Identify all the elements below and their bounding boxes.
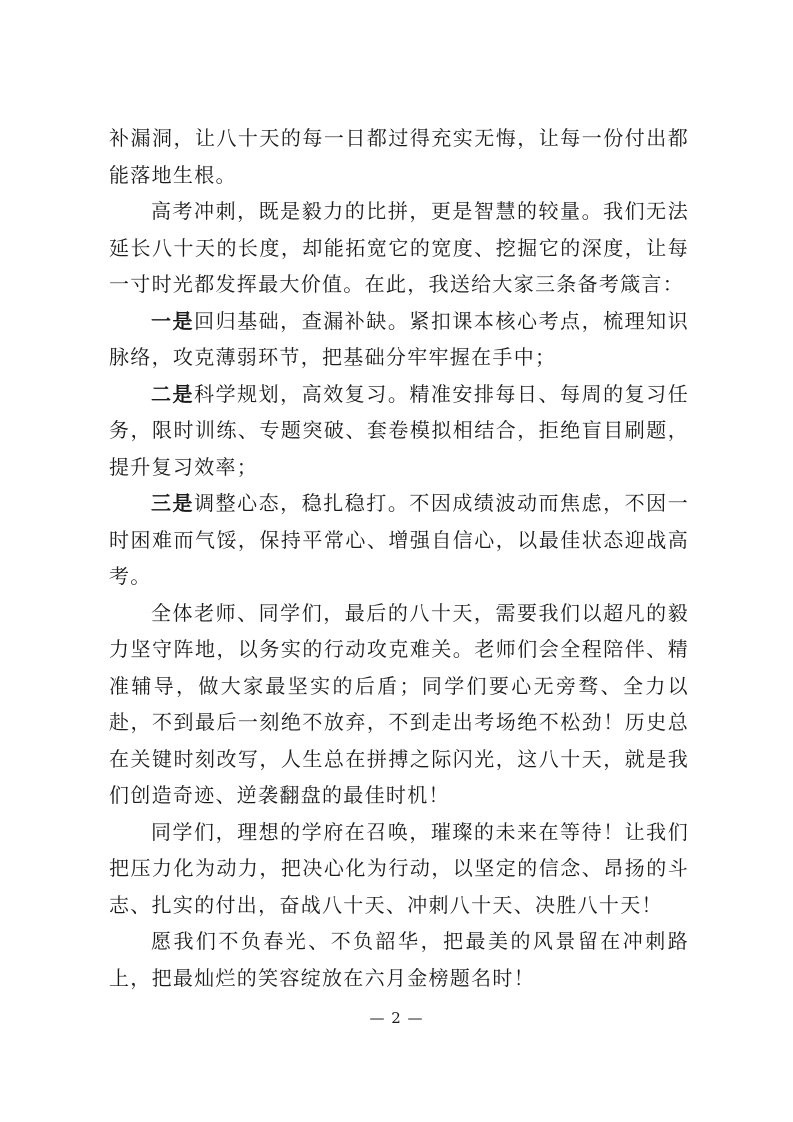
paragraph-text: 回归基础，查漏补缺。紧扣课本核心考点，梳理知识脉络，攻克薄弱环节，把基础分牢牢握在手中； [109,308,689,369]
paragraph-text: 科学规划，高效复习。精准安排每日、每周的复习任务，限时训练、专题突破、套卷模拟相结合，拒绝盲目刷题，提升复习效率； [109,381,689,479]
paragraph-lead: 一是 [151,308,195,333]
paragraph [109,120,689,193]
paragraph-text: 补漏洞，让八十天的每一日都过得充实无悔，让每一份付出都能落地生根。 [109,126,689,187]
paragraph-lead: 二是 [151,381,195,406]
body-text [109,120,689,996]
paragraph [109,595,689,814]
paragraph [109,923,689,996]
paragraph [109,303,689,376]
paragraph-lead: 三是 [151,491,195,515]
paragraph-text: 调整心态，稳扎稳打。不因成绩波动而焦虑，不因一时困难而气馁，保持平常心、增强自信心，以最佳状态迎战高考。 [109,491,689,588]
paragraph-text: 愿我们不负春光、不负韶华，把最美的风景留在冲刺路上，把最灿烂的笑容绽放在六月金榜题名时！ [109,929,689,990]
paragraph-text: 同学们，理想的学府在召唤，璀璨的未来在等待！让我们把压力化为动力，把决心化为行动，以坚定的信念、昂扬的斗志、扎实的付出，奋战八十天、冲刺八十天、决胜八十天！ [109,819,689,917]
page-number: — 2 — [369,1009,424,1027]
paragraph-text: 全体老师、同学们，最后的八十天，需要我们以超凡的毅力坚守阵地，以务实的行动攻克难关。老师们会全程陪伴、精准辅导，做大家最坚实的后盾；同学们要心无旁骛、全力以赴，不到最后一刻绝不放弃，不到走出考场绝不松劲！历史总在关键时刻改写，人生总在拼搏之际闪光，这八十天，就是我们创造奇迹、逆袭翻盘的最佳时机！ [109,600,689,807]
paragraph [109,485,689,595]
paragraph [109,193,689,303]
paragraph [109,814,689,924]
paragraph-text: 高考冲刺，既是毅力的比拼，更是智慧的较量。我们无法延长八十天的长度，却能拓宽它的宽度、挖掘它的深度，让每一寸时光都发挥最大价值。在此，我送给大家三条备考箴言： [109,199,689,296]
paragraph [109,376,689,486]
